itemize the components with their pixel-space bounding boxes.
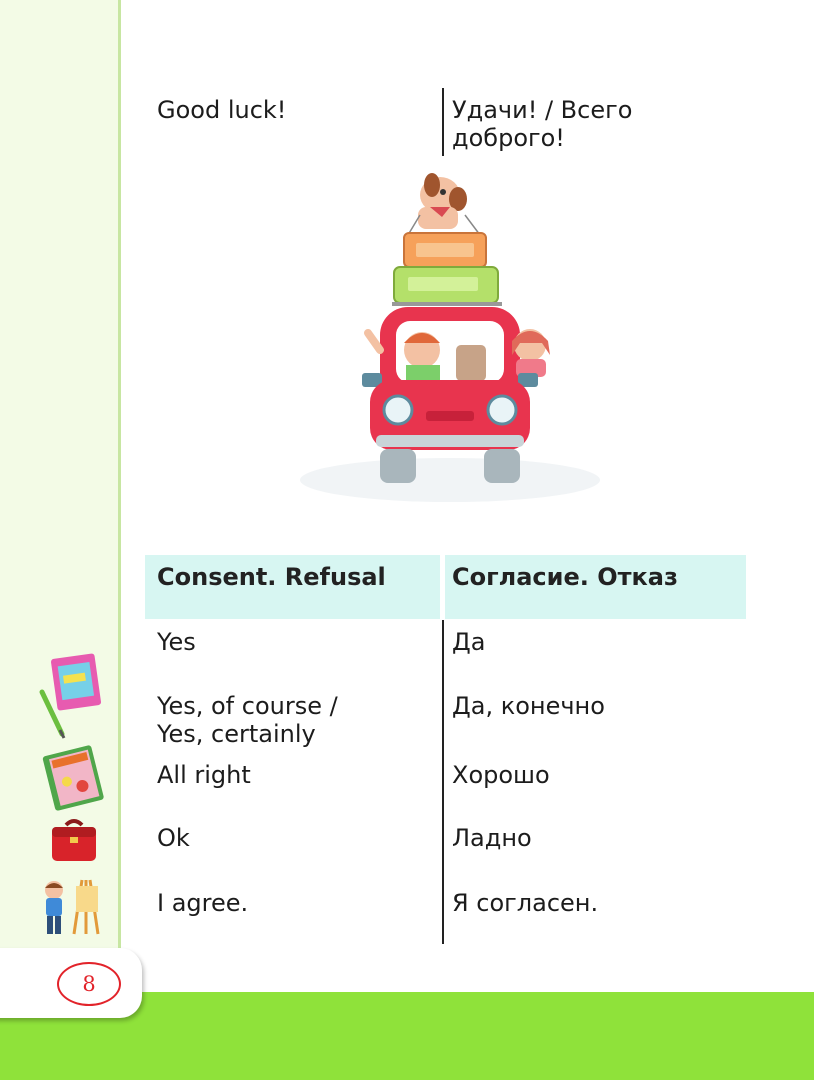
table-row-2-russian: Да, конечно: [452, 692, 605, 720]
good-luck-english: Good luck!: [157, 96, 287, 124]
table-row-3-russian: Хорошо: [452, 761, 550, 789]
table-row-3-english: All right: [157, 761, 251, 789]
table-row-2-english-line1: Yes, of course /: [157, 692, 338, 720]
table-header-russian: Согласие. Отказ: [452, 563, 678, 591]
red-briefcase-icon: [46, 815, 102, 869]
table-row-2-english-line2: Yes, certainly: [157, 720, 316, 748]
table-header-english: Consent. Refusal: [157, 563, 386, 591]
dog-figure: [418, 173, 467, 229]
table-row-1-english: Yes: [157, 628, 196, 656]
table-row-4-russian: Ладно: [452, 824, 532, 852]
good-luck-russian-line1: Удачи! / Всего: [452, 96, 633, 124]
page-number: 8: [82, 972, 96, 996]
column-divider-top: [442, 88, 444, 156]
table-row-5-english: I agree.: [157, 889, 249, 917]
table-row-4-english: Ok: [157, 824, 190, 852]
table-row-1-russian: Да: [452, 628, 486, 656]
table-column-divider: [442, 620, 444, 944]
side-divider-line: [118, 0, 121, 992]
table-row-5-russian: Я согласен.: [452, 889, 599, 917]
boy-with-easel-icon: [38, 876, 114, 938]
fairy-tale-book-icon: [40, 742, 106, 812]
good-luck-russian-line2: доброго!: [452, 124, 565, 152]
family-car-illustration: [280, 165, 620, 515]
notebook-pen-icon: [38, 652, 104, 740]
